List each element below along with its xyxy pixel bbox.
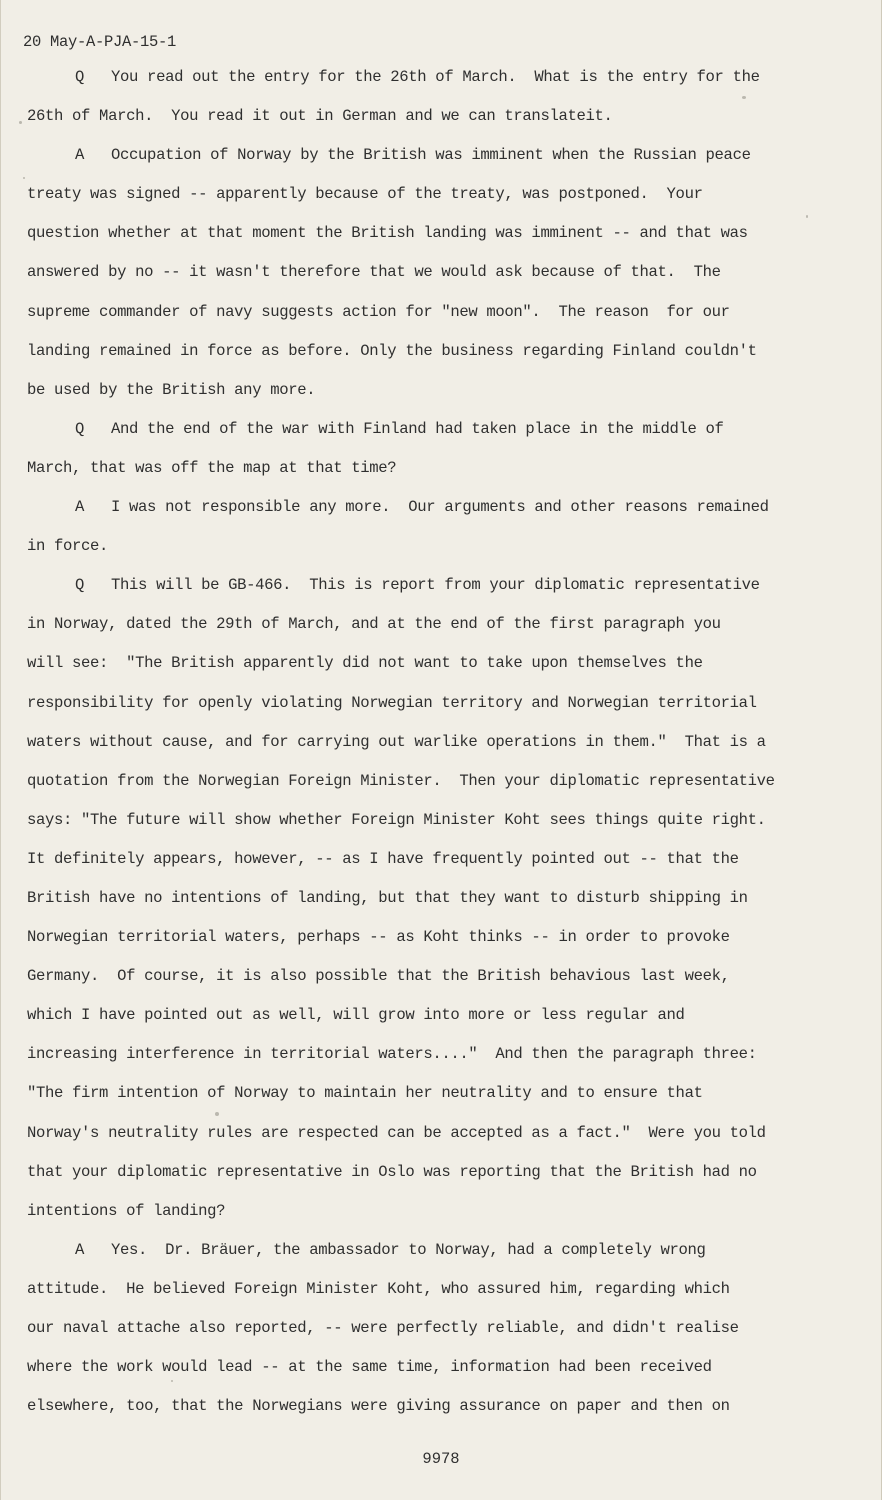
text-line: where the work would lead -- at the same time, information had been received [27, 1358, 712, 1377]
document-body [27, 58, 827, 1426]
text-line: Norway's neutrality rules are respected can be accepted as a fact." Were you told [27, 1123, 766, 1142]
text-line: elsewhere, too, that the Norwegians were giving assurance on paper and then on [27, 1397, 730, 1416]
paper-speck [23, 177, 25, 179]
text-line: will see: "The British apparently did not want to take upon themselves the [27, 654, 703, 673]
paper-speck [742, 96, 746, 99]
paper-speck [19, 121, 22, 124]
text-line: Norwegian territorial waters, perhaps -- as Koht thinks -- in order to provoke [27, 928, 730, 947]
text-line: supreme commander of navy suggests action for "new moon". The reason for our [27, 302, 730, 321]
text-line: 26th of March. You read it out in German and we can translateit. [27, 107, 613, 126]
text-line: increasing interference in territorial waters...." And then the paragraph three: [27, 1045, 757, 1064]
paper-speck [215, 1112, 219, 1116]
text-line: in Norway, dated the 29th of March, and at the end of the first paragraph you [27, 615, 721, 634]
paper-speck [806, 215, 808, 218]
text-line: our naval attache also reported, -- were perfectly reliable, and didn't realise [27, 1319, 739, 1337]
text-line: which I have pointed out as well, will grow into more or less regular and [27, 1006, 685, 1025]
text-line: A Occupation of Norway by the British was imminent when the Russian peace [75, 146, 751, 165]
text-line: A Yes. Dr. Bräuer, the ambassador to Norway, had a completely wrong [75, 1240, 706, 1259]
page-number: 9978 [422, 1450, 460, 1468]
text-line: question whether at that moment the British landing was imminent -- and that was [27, 224, 748, 243]
document-header: 20 May-A-PJA-15-1 [23, 33, 177, 51]
text-line: A I was not responsible any more. Our arguments and other reasons remained [75, 498, 769, 517]
text-line: Q And the end of the war with Finland had taken place in the middle of [75, 419, 724, 438]
text-line: landing remained in force as before. Only the business regarding Finland couldn't [27, 341, 757, 360]
text-line: answered by no -- it wasn't therefore that we would ask because of that. The [27, 263, 721, 282]
text-line: Germany. Of course, it is also possible that the British behavious last week, [27, 967, 730, 986]
text-line: Q This will be GB-466. This is report from your diplomatic representative [75, 576, 760, 595]
text-line: that your diplomatic representative in Oslo was reporting that the British had no [27, 1162, 757, 1181]
paper-speck [171, 1380, 173, 1382]
text-line: quotation from the Norwegian Foreign Minister. Then your diplomatic representative [27, 771, 775, 790]
text-line: It definitely appears, however, -- as I have frequently pointed out -- that the [27, 849, 739, 868]
text-line: treaty was signed -- apparently because of the treaty, was postponed. Your [27, 185, 703, 204]
text-line: March, that was off the map at that time? [27, 458, 397, 477]
text-line: in force. [27, 537, 109, 556]
text-line: waters without cause, and for carrying out warlike operations in them." That is a [27, 732, 766, 751]
text-line: be used by the British any more. [27, 380, 316, 399]
text-line: says: "The future will show whether Foreign Minister Koht sees things quite right. [27, 810, 766, 829]
text-line: "The firm intention of Norway to maintain her neutrality and to ensure that [27, 1084, 703, 1103]
text-line: responsibility for openly violating Norwegian territory and Norwegian territorial [27, 693, 757, 712]
text-line: intentions of landing? [27, 1201, 226, 1220]
text-line: attitude. He believed Foreign Minister Koht, who assured him, regarding which [27, 1279, 730, 1298]
text-line: Q You read out the entry for the 26th of March. What is the entry for the [75, 68, 760, 86]
text-line: British have no intentions of landing, but that they want to disturb shipping in [27, 888, 748, 907]
